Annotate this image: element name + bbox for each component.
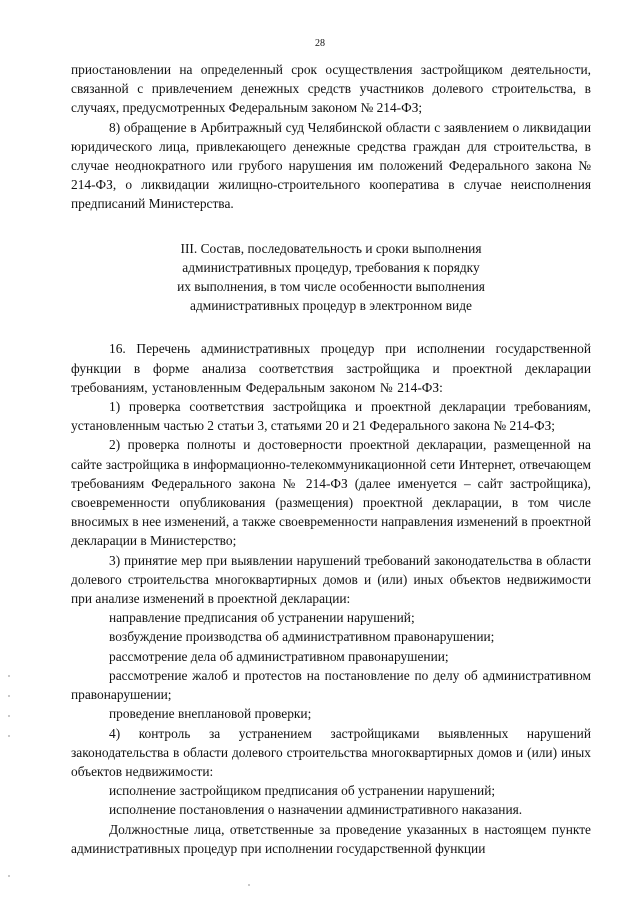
subitem: исполнение постановления о назначении административного наказания. <box>109 802 523 818</box>
scan-artifact-dot <box>8 735 10 737</box>
paragraph-responsible-officials: Должностные лица, ответственные за проведение указанных в настоящем пункте административных процедур при исполнении государственной функции <box>71 821 591 856</box>
subitem: проведение внеплановой проверки; <box>109 706 312 722</box>
scan-artifact-dot <box>248 884 250 886</box>
paragraph-item-8: 8) обращение в Арбитражный суд Челябинской области с заявлением о ликвидации юридического лица, привлекающего денежные средства граждан для строительства, в случае неоднократного или грубого нарушения им положений Федерального закона № 214-ФЗ, о ликвидации жилищно-строительного кооператива в случае неисполнения предписаний Министерства. <box>71 119 591 212</box>
document-body <box>71 60 591 858</box>
section-heading-line: III. Состав, последовательность и сроки выполнения <box>180 240 482 256</box>
page-number: 28 <box>315 38 325 49</box>
section-heading <box>121 239 541 316</box>
paragraph-continuation: приостановлении на определенный срок осуществления застройщиком деятельности, связанной с привлечением денежных средств участников долевого строительства, в случаях, предусмотренных Федеральным законом № 214-ФЗ; <box>71 62 591 116</box>
list-item-4: 4) контроль за устранением застройщиками выявленных нарушений законодательства в области долевого строительства многоквартирных домов и (или) иных объектов недвижимости: <box>71 725 591 779</box>
scan-artifact-dot <box>8 715 10 717</box>
list-item-3: 3) принятие мер при выявлении нарушений требований законодательства в области долевого строительства многоквартирных домов и (или) иных объектов недвижимости при анализе изменений в проектной декларации: <box>71 552 591 607</box>
section-heading-line: административных процедур в электронном виде <box>190 298 472 314</box>
section-heading-line: административных процедур, требования к порядку <box>182 259 480 275</box>
scan-artifact-dot <box>8 675 10 677</box>
section-heading-line: их выполнения, в том числе особенности выполнения <box>177 279 485 295</box>
subitem: направление предписания об устранении нарушений; <box>109 610 415 626</box>
scan-artifact-dot <box>8 875 10 877</box>
list-item-2: 2) проверка полноты и достоверности проектной декларации, размещенной на сайте застройщика в информационно-телекоммуникационной сети Интернет, отвечающем требованиям Федерального закона № 214-ФЗ (далее именуется – сайт застройщика), своевременности опубликования (размещения) проектной декларации, в том числе вносимых в нее изменений, а также своевременности направления изменений в проектной декларации в Министерство; <box>71 437 591 549</box>
subitem: возбуждение производства об административном правонарушении; <box>109 629 495 645</box>
subitem: исполнение застройщиком предписания об устранении нарушений; <box>109 783 496 799</box>
list-item-1: 1) проверка соответствия застройщика и проектной декларации требованиям, установленным частью 2 статьи 3, статьями 20 и 21 Федерального закона № 214-ФЗ; <box>71 399 591 434</box>
subitem: рассмотрение дела об административном правонарушении; <box>109 648 449 664</box>
paragraph-16: 16. Перечень административных процедур при исполнении государственной функции в форме анализа соответствия застройщика и проектной декларации требованиям, установленным Федеральным законом № 214-ФЗ: <box>71 341 591 395</box>
subitem: рассмотрение жалоб и протестов на постановление по делу об административном правонарушении; <box>71 667 591 703</box>
scan-artifact-dot <box>8 695 10 697</box>
